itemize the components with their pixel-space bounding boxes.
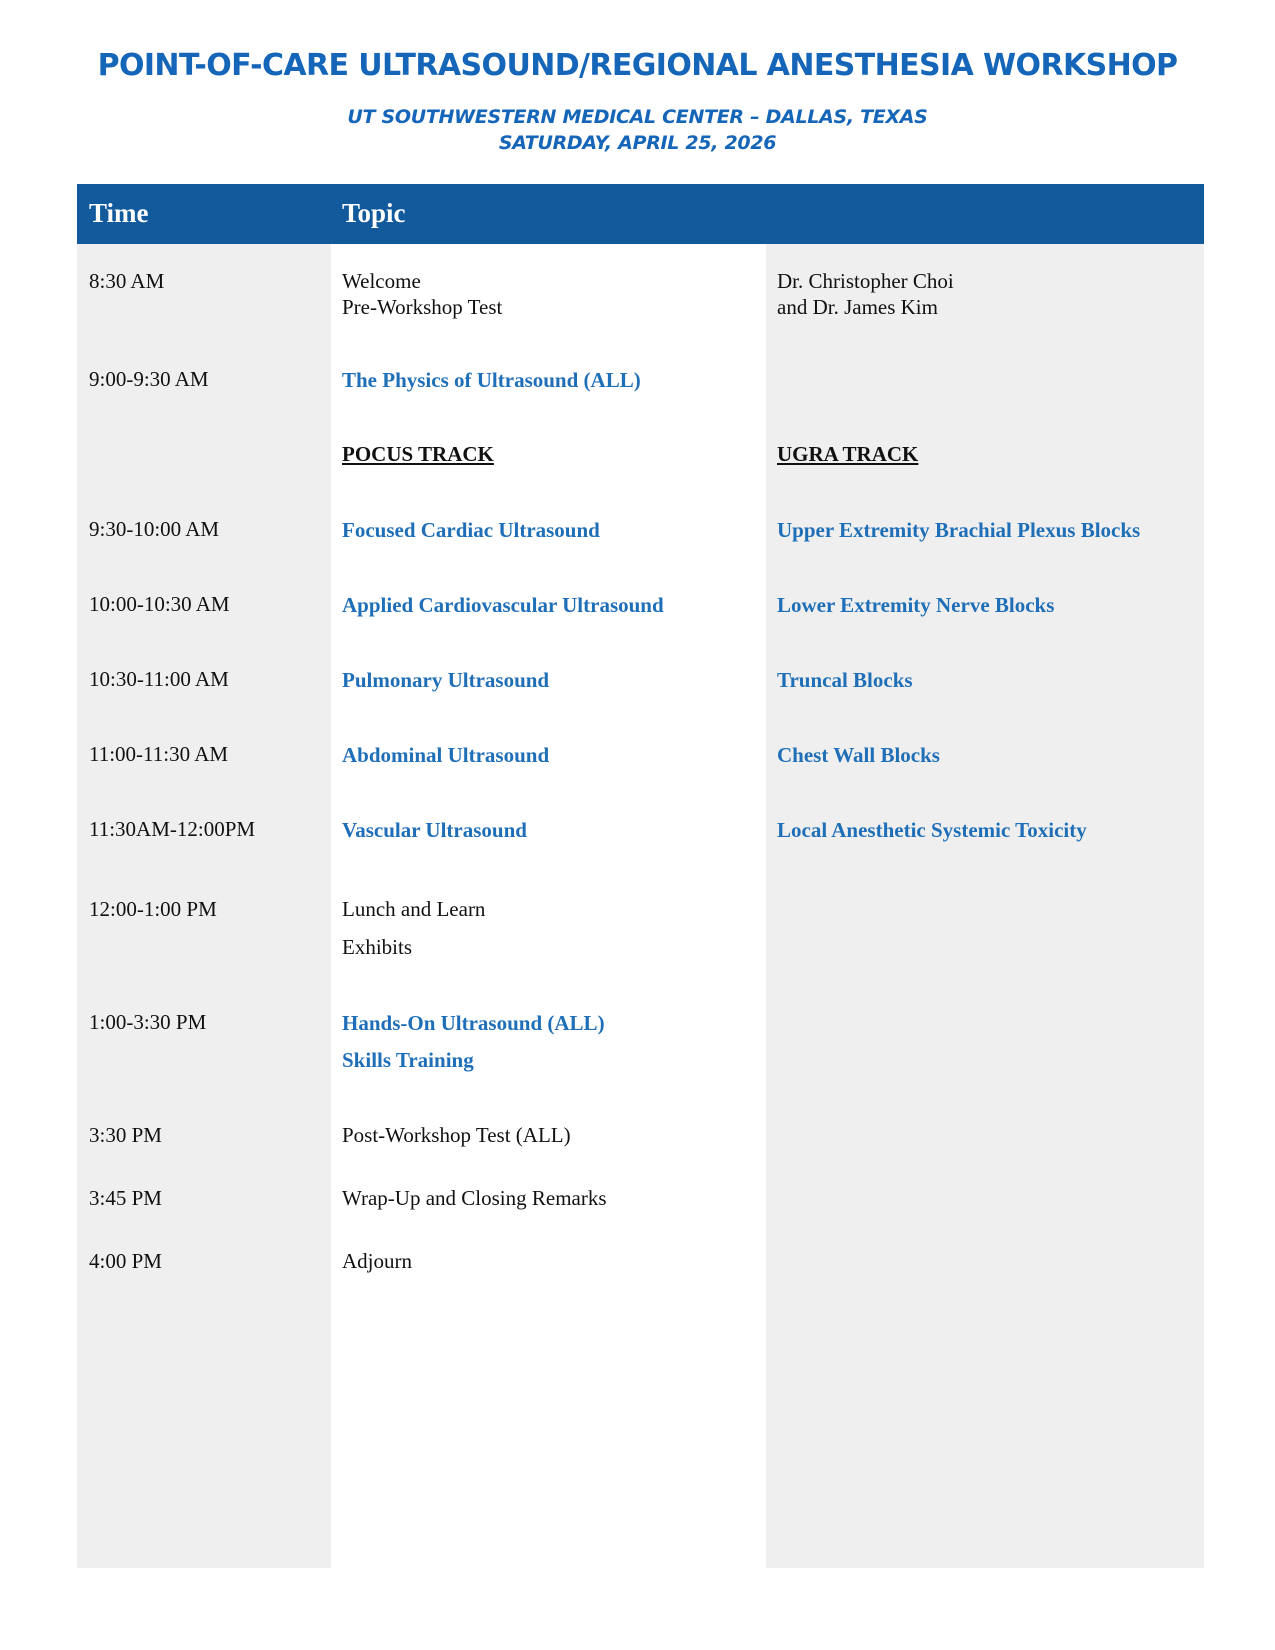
pocus-track-heading: POCUS TRACK xyxy=(342,442,494,466)
time-welcome: 8:30 AM xyxy=(89,269,165,293)
ugra-session-1: Upper Extremity Brachial Plexus Blocks xyxy=(777,518,1141,542)
topic-wrap-up: Wrap-Up and Closing Remarks xyxy=(342,1186,607,1210)
page-title: POINT-OF-CARE ULTRASOUND/REGIONAL ANESTHESIA WORKSHOP xyxy=(97,48,1178,83)
time-session-2: 10:00-10:30 AM xyxy=(89,592,230,616)
topic-physics: The Physics of Ultrasound (ALL) xyxy=(342,368,641,392)
topic-post-test: Post-Workshop Test (ALL) xyxy=(342,1123,571,1147)
ugra-session-2: Lower Extremity Nerve Blocks xyxy=(777,593,1055,617)
ugra-session-5: Local Anesthetic Systemic Toxicity xyxy=(777,818,1087,842)
pocus-session-3: Pulmonary Ultrasound xyxy=(342,668,550,692)
header-time: Time xyxy=(89,198,149,228)
venue-subtitle: UT SOUTHWESTERN MEDICAL CENTER – DALLAS, TEXAS xyxy=(347,106,928,128)
topic-lunch: Lunch and Learn xyxy=(342,897,486,921)
topic-welcome: Welcome xyxy=(342,269,421,293)
speaker-line-2: and Dr. James Kim xyxy=(777,295,938,319)
topic-hands-on: Hands-On Ultrasound (ALL) xyxy=(342,1011,605,1035)
time-post-test: 3:30 PM xyxy=(89,1123,162,1147)
time-adjourn: 4:00 PM xyxy=(89,1249,162,1273)
pocus-session-2: Applied Cardiovascular Ultrasound xyxy=(342,593,664,617)
time-session-1: 9:30-10:00 AM xyxy=(89,517,220,541)
pocus-session-4: Abdominal Ultrasound xyxy=(342,743,550,767)
time-lunch: 12:00-1:00 PM xyxy=(89,897,217,921)
ugra-session-4: Chest Wall Blocks xyxy=(777,743,940,767)
pocus-session-1: Focused Cardiac Ultrasound xyxy=(342,518,600,542)
topic-skills-training: Skills Training xyxy=(342,1048,474,1072)
date-subtitle: SATURDAY, APRIL 25, 2026 xyxy=(498,132,777,154)
time-session-5: 11:30AM-12:00PM xyxy=(89,817,256,841)
time-session-4: 11:00-11:30 AM xyxy=(89,742,229,766)
pocus-session-5: Vascular Ultrasound xyxy=(342,818,527,842)
topic-pre-test: Pre-Workshop Test xyxy=(342,295,503,319)
time-physics: 9:00-9:30 AM xyxy=(89,367,209,391)
table-header-bar xyxy=(77,184,1204,244)
ugra-session-3: Truncal Blocks xyxy=(777,668,913,692)
header-topic: Topic xyxy=(342,198,406,228)
ugra-track-heading: UGRA TRACK xyxy=(777,442,919,466)
time-hands-on: 1:00-3:30 PM xyxy=(89,1010,207,1034)
time-session-3: 10:30-11:00 AM xyxy=(89,667,229,691)
time-wrap-up: 3:45 PM xyxy=(89,1186,162,1210)
topic-exhibits: Exhibits xyxy=(342,935,413,959)
speaker-line-1: Dr. Christopher Choi xyxy=(777,269,954,293)
topic-adjourn: Adjourn xyxy=(342,1249,412,1273)
ugra-column-background xyxy=(766,184,1204,1568)
